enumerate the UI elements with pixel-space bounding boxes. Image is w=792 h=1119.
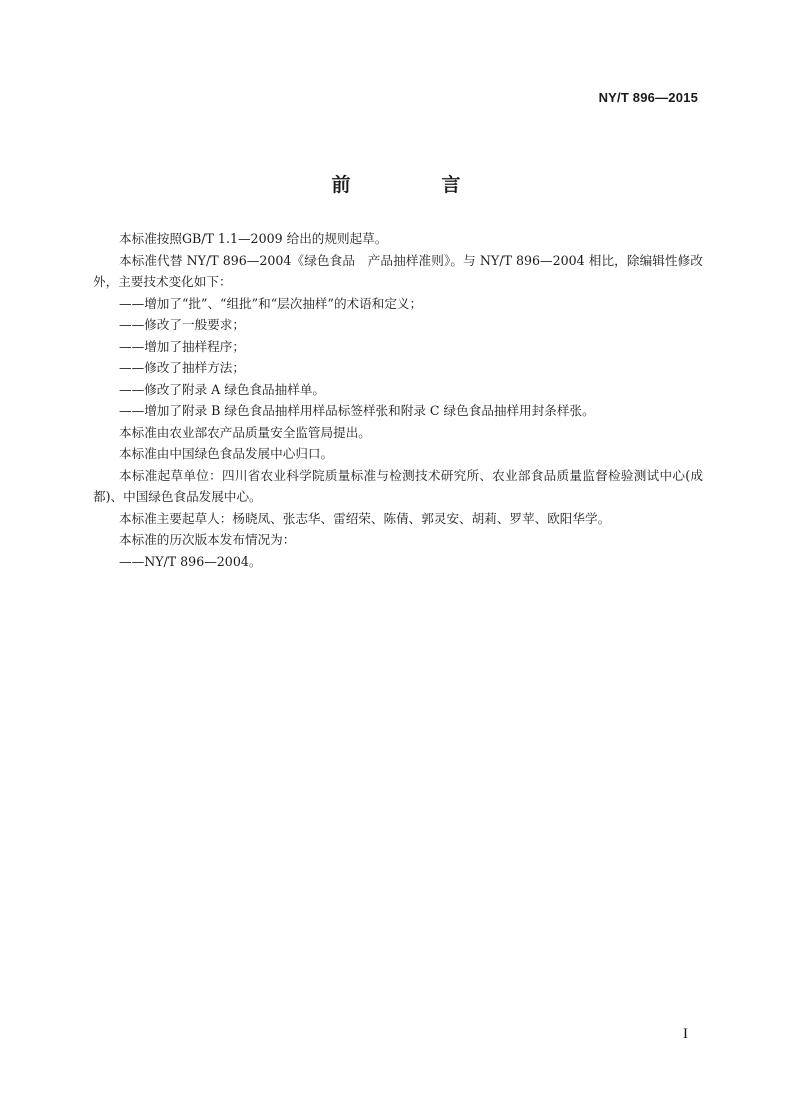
paragraph-centralized: 本标准由中国绿色食品发展中心归口。 (119, 446, 334, 461)
change-item: ——增加了抽样程序； (119, 338, 245, 354)
page-number: I (683, 1026, 688, 1042)
change-item: ——增加了“批”、“组批”和“层次抽样”的术语和定义； (119, 295, 423, 311)
change-item: ——修改了一般要求； (119, 317, 245, 332)
paragraph-drafting-units: 本标准起草单位：四川省农业科学院质量标准与检测技术研究所、农业部食品质量监督检验测试中心(成都)、中国绿色食品发展中心。 (93, 467, 703, 504)
paragraph-history: 本标准的历次版本发布情况为： (119, 532, 296, 547)
history-item: ——NY/T 896—2004。 (119, 553, 262, 569)
paragraph-proposer: 本标准由农业部农产品质量安全监管局提出。 (119, 424, 371, 440)
change-item: ——增加了附录 B 绿色食品抽样用样品标签样张和附录 C 绿色食品抽样用封条样张。 (119, 403, 595, 418)
change-item: ——修改了抽样方法； (119, 360, 245, 375)
page-title: 前 言 (331, 174, 497, 196)
paragraph-drafters: 本标准主要起草人：杨晓凤、张志华、雷绍荣、陈倩、郭灵安、胡莉、罗苹、欧阳华学。 (119, 510, 611, 526)
standard-code: NY/T 896—2015 (598, 90, 698, 105)
foreword-body (93, 228, 703, 572)
change-item: ——修改了附录 A 绿色食品抽样单。 (119, 381, 326, 397)
paragraph-replaces: 本标准代替 NY/T 896—2004《绿色食品 产品抽样准则》。与 NY/T 896—2004 相比，除编辑性修改外，主要技术变化如下： (93, 252, 703, 289)
paragraph-drafting-rule: 本标准按照GB/T 1.1—2009 给出的规则起草。 (119, 231, 388, 246)
